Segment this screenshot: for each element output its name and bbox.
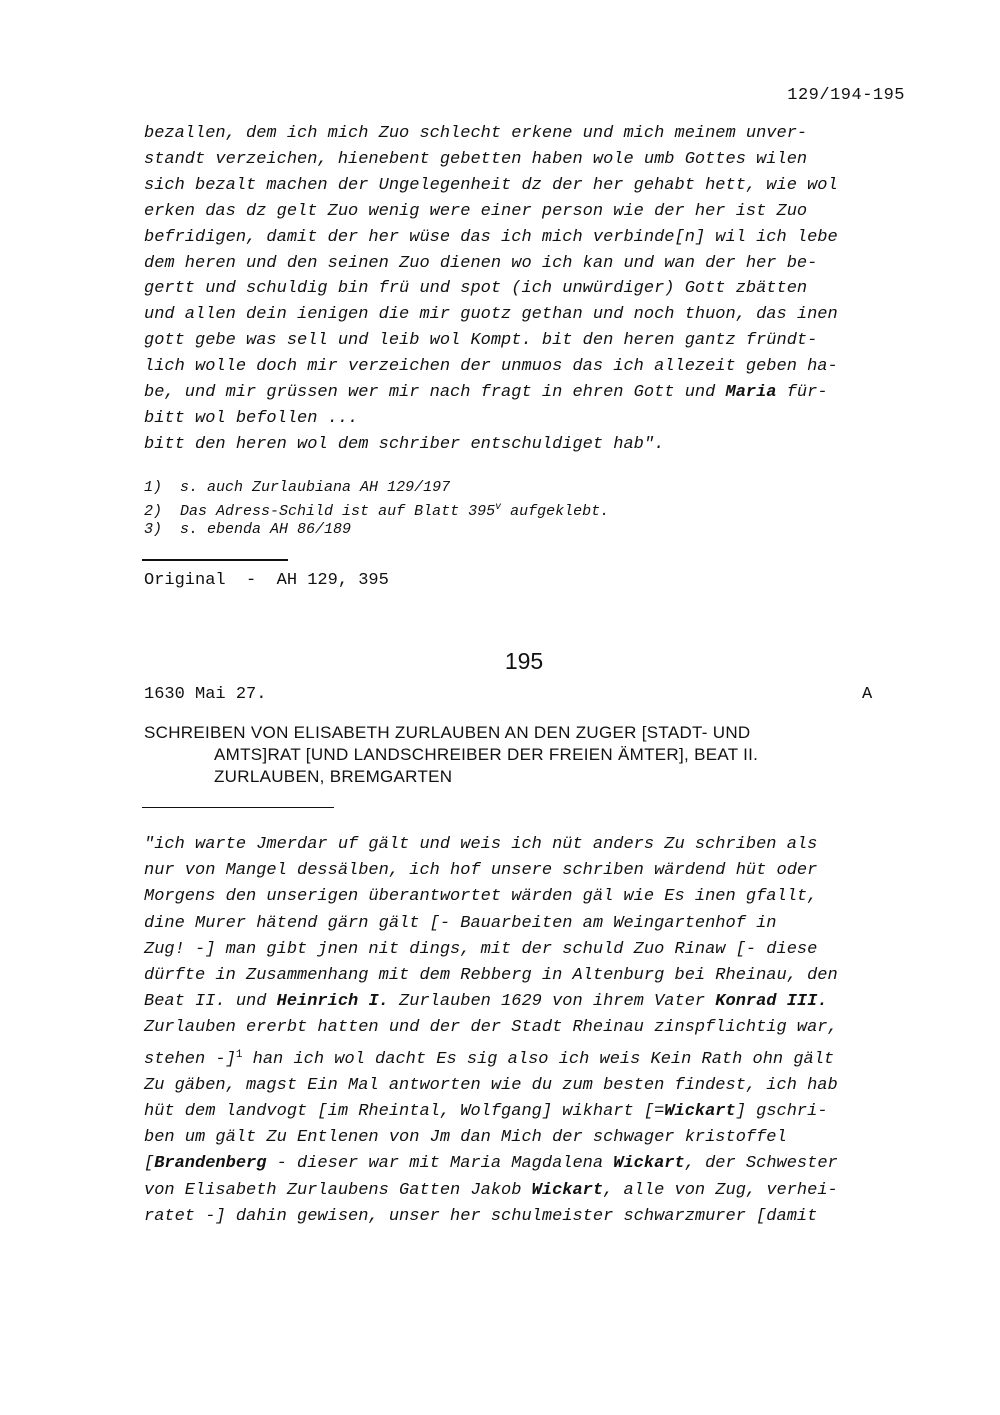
text-segment: bezallen, dem ich mich Zuo schlecht erkene und mich meinem unver-	[144, 124, 808, 143]
text-line	[144, 173, 904, 199]
text-line	[144, 937, 904, 963]
text-segment: [	[144, 1154, 155, 1174]
text-segment: nur von Mangel dessälben, ich hof unsere schriben wärdend hüt oder	[144, 861, 818, 881]
text-line	[144, 1125, 904, 1151]
footnote-divider	[142, 559, 288, 561]
previous-letter-text	[144, 121, 904, 458]
footnote-1: 1) s. auch Zurlaubiana AH 129/197	[144, 479, 451, 496]
text-segment: han ich wol dacht Es sig also ich weis Kein Rath ohn gält	[242, 1049, 835, 1069]
original-source: Original - AH 129, 395	[144, 571, 389, 590]
text-segment: dem heren und den seinen Zuo dienen wo ich kan und wan der her be-	[144, 253, 818, 273]
text-line	[144, 911, 904, 937]
text-segment: stehen -]	[144, 1049, 236, 1069]
document-number: 195	[504, 648, 544, 674]
bold-name: Wickart	[664, 1102, 736, 1122]
bold-name: Heinrich I.	[276, 992, 389, 1012]
text-segment: hüt dem landvogt [im Rheintal, Wolfgang] wikhart [=	[144, 1102, 665, 1122]
text-line	[144, 328, 904, 354]
text-segment: ratet -] dahin gewisen, unser her schulmeister schwarzmurer [damit	[144, 1206, 818, 1226]
text-segment: bitt den heren wol dem schriber entschuldiget hab".	[144, 434, 665, 454]
footnote-2: 2) Das Adress-Schild ist auf Blatt 395$^v$ aufgeklebt.	[144, 502, 610, 520]
letter-text	[144, 832, 904, 1230]
text-line	[144, 199, 904, 225]
heading-divider	[142, 807, 334, 808]
text-line	[144, 354, 904, 380]
bold-name: Wickart	[613, 1154, 685, 1174]
text-line	[144, 1099, 904, 1125]
heading-line: AMTS]RAT [UND LANDSCHREIBER DER FREIEN ÄMTER], BEAT II.	[214, 745, 759, 764]
text-segment: befridigen, damit der her wüse das ich mich verbinde[n] wil ich lebe	[144, 227, 838, 247]
text-segment: für-	[776, 383, 828, 403]
text-segment: Zug! -] man gibt jnen nit dings, mit der schuld Zuo Rinaw [- diese	[144, 939, 818, 959]
text-segment: dürfte in Zusammenhang mit dem Rebberg in Altenburg bei Rheinau, den	[144, 966, 838, 986]
text-segment: "ich warte Jmerdar uf gält und weis ich nüt anders Zu schriben als	[144, 835, 818, 854]
text-segment: dine Murer hätend gärn gält [- Bauarbeiten am Weingartenhof in	[144, 913, 777, 933]
text-line	[144, 121, 904, 147]
bold-name: Wickart	[531, 1180, 604, 1200]
text-segment: - dieser war mit Maria Magdalena	[266, 1154, 614, 1174]
text-segment: Zu gäben, magst Ein Mal antworten wie du zum besten findest, ich hab	[144, 1075, 838, 1095]
text-line	[144, 432, 904, 458]
footnote-ref: 1	[235, 1048, 243, 1061]
text-line	[144, 276, 904, 302]
text-line	[144, 832, 904, 858]
text-line	[144, 1151, 904, 1177]
footnotes	[144, 478, 609, 540]
text-segment: Zurlauben 1629 von ihrem Vater	[388, 992, 716, 1012]
text-segment: , der Schwester	[684, 1154, 838, 1174]
text-segment: lich wolle doch mir verzeichen der unmuos das ich allezeit geben ha-	[144, 357, 838, 377]
footnote-3: 3) s. ebenda AH 86/189	[144, 521, 352, 538]
text-segment: gertt und schuldig bin frü und spot (ich unwürdiger) Gott zbätten	[144, 279, 808, 299]
text-segment: be, und mir grüssen wer mir nach fragt in ehren Gott und	[144, 383, 726, 403]
text-line	[144, 251, 904, 277]
bold-name: Konrad III.	[715, 992, 828, 1012]
text-segment: ben um gält Zu Entlenen von Jm dan Mich der schwager kristoffel	[144, 1128, 787, 1148]
document-date: 1630 Mai 27.	[144, 685, 267, 704]
text-line	[144, 380, 904, 406]
text-segment: Morgens den unserigen überantwortet wärden gäl wie Es inen gfallt,	[144, 887, 818, 907]
text-line	[144, 225, 904, 251]
text-line	[144, 1015, 904, 1041]
text-segment: , alle von Zug, verhei-	[603, 1180, 838, 1200]
text-segment: Zurlauben ererbt hatten und der der Stadt Rheinau zinspflichtig war,	[144, 1018, 838, 1038]
text-line	[144, 963, 904, 989]
document-heading	[144, 722, 904, 788]
text-line	[144, 858, 904, 884]
document-letter: A	[862, 685, 873, 704]
text-line	[144, 1042, 904, 1073]
heading-line: SCHREIBEN VON ELISABETH ZURLAUBEN AN DEN ZUGER [STADT- UND	[144, 723, 751, 742]
bold-name: Brandenberg	[154, 1154, 267, 1174]
text-line	[144, 406, 904, 432]
text-line	[144, 302, 904, 328]
text-segment: gott gebe was sell und leib wol Kompt. bit den heren gantz fründt-	[144, 331, 818, 351]
page-reference: 129/194-195	[787, 86, 905, 105]
bold-name: Maria	[725, 383, 777, 403]
text-segment: sich bezalt machen der Ungelegenheit dz der her gehabt hett, wie wol	[144, 175, 838, 195]
text-line	[144, 884, 904, 910]
text-segment: und allen dein ienigen die mir guotz gethan und noch thuon, das inen	[144, 305, 838, 325]
text-segment: erken das dz gelt Zuo wenig were einer person wie der her ist Zuo	[144, 201, 808, 221]
text-segment: ] gschri-	[735, 1102, 828, 1122]
text-line	[144, 1178, 904, 1204]
text-line	[144, 1204, 904, 1230]
text-line	[144, 1073, 904, 1099]
text-segment: von Elisabeth Zurlaubens Gatten Jakob	[144, 1180, 532, 1200]
heading-line: ZURLAUBEN, BREMGARTEN	[214, 767, 453, 786]
text-segment: bitt wol befollen ...	[144, 408, 359, 428]
text-segment: standt verzeichen, hienebent gebetten haben wole umb Gottes wilen	[144, 149, 808, 169]
text-line	[144, 989, 904, 1015]
text-segment: Beat II. und	[144, 992, 277, 1012]
text-line	[144, 147, 904, 173]
